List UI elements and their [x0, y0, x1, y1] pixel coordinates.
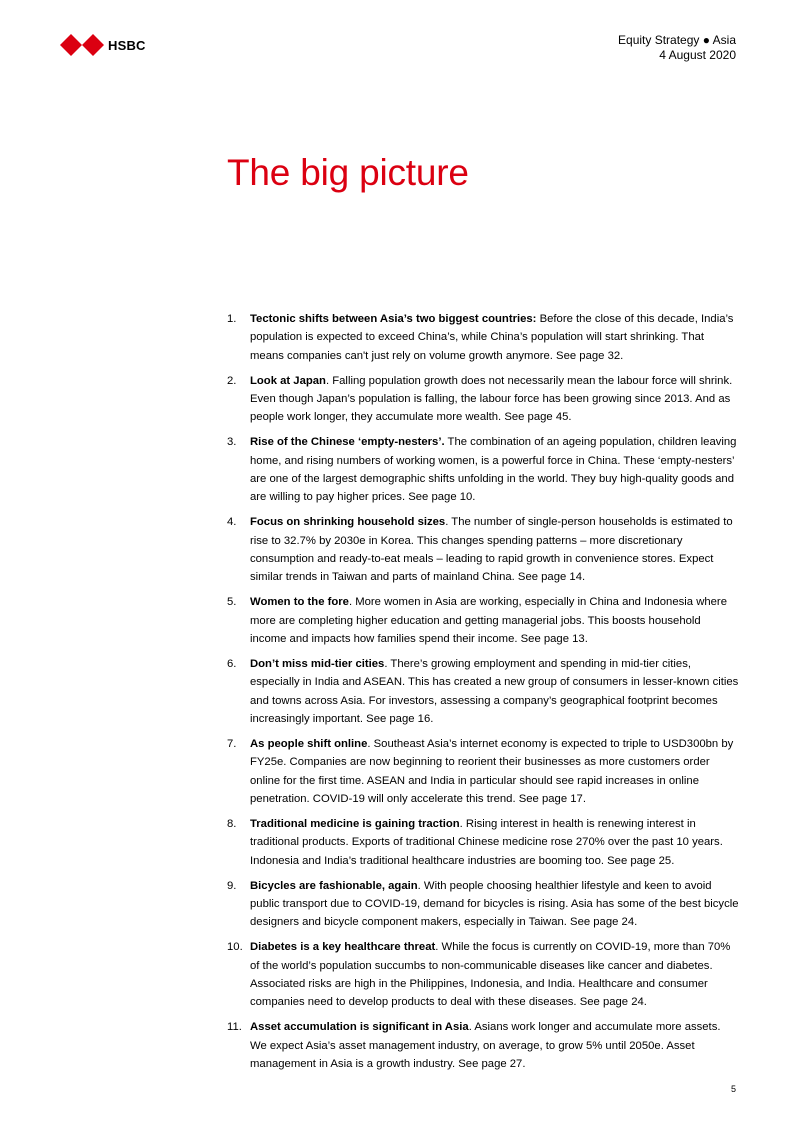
list-item — [227, 938, 739, 1011]
item-heading: Diabetes is a key healthcare threat — [250, 941, 436, 954]
item-body: . Rising interest in health is renewing interest in traditional products. Exports of traditional Chinese medicine rose 270% over the past 10 years. Indonesia and India’s traditional healthcare industries are booming too. See page 25. — [250, 818, 723, 867]
item-heading: Bicycles are fashionable, again — [250, 879, 418, 892]
hsbc-hexagon-icon — [60, 34, 104, 56]
item-body: . The number of single-person households is estimated to rise to 32.7% by 2030e in Korea. This changes spending patterns – more discretionary consumption and ready-to-eat meals – leading to rapid growth in convenience stores. Expect similar trends in Taiwan and parts of mainland China. See page 14. — [250, 516, 733, 584]
item-heading: Focus on shrinking household sizes — [250, 516, 446, 529]
list-item — [227, 1018, 739, 1073]
item-number: 10. — [227, 941, 243, 954]
item-number: 1. — [227, 313, 237, 325]
item-body: . More women in Asia are working, especially in China and Indonesia where more are completing higher education and getting managerial jobs. This boosts household income and impacts how families spend their income. See page 13. — [250, 596, 727, 645]
list-item — [227, 593, 739, 648]
list-item — [227, 310, 739, 365]
item-body: . Falling population growth does not necessarily mean the labour force will shrink. Even though Japan’s population is falling, the labour force has been growing since 2013. And as people work longer, they accumulate more wealth. See page 45. — [250, 374, 733, 424]
list-item — [227, 877, 739, 932]
hsbc-logo — [60, 34, 146, 56]
item-number: 3. — [227, 436, 237, 449]
item-heading: Don’t miss mid-tier cities — [250, 658, 385, 671]
page-number: 5 — [730, 1084, 736, 1094]
item-heading: As people shift online — [250, 738, 368, 751]
item-heading: Asset accumulation is significant in Asia — [250, 1021, 469, 1034]
item-heading: Rise of the Chinese ‘empty-nesters’. — [250, 436, 445, 449]
list-item — [227, 513, 739, 586]
list-item — [227, 372, 739, 427]
item-body: . With people choosing healthier lifestyle and keen to avoid public transport due to COVID-19, demand for bicycles is rising. Asia has some of the best bicycle designers and bicycle component makers, especially in Taiwan. See page 24. — [250, 879, 739, 929]
item-number: 5. — [227, 596, 237, 609]
item-number: 9. — [227, 879, 237, 892]
item-heading: Women to the fore — [250, 596, 349, 609]
item-body: . Asians work longer and accumulate more assets. We expect Asia’s asset management industry, on average, to grow 5% until 2050e. Asset management in Asia is a growth industry. See page 27. — [250, 1021, 721, 1070]
brand-name: HSBC — [108, 37, 146, 53]
item-number: 4. — [227, 516, 237, 529]
list-item — [227, 655, 739, 728]
list-item — [227, 433, 739, 506]
item-number: 2. — [227, 374, 237, 387]
report-line: Equity Strategy ● Asia — [618, 33, 736, 47]
report-date: 4 August 2020 — [659, 48, 736, 62]
list-item — [227, 735, 739, 808]
item-body: The combination of an ageing population, children leaving home, and rising numbers of working women, is a powerful force in China. These ‘empty-nesters’ are one of the largest demographic shifts unfolding in the world. They buy high-quality goods and are willing to pay higher prices. See page 10. — [250, 436, 737, 504]
item-number: 6. — [227, 658, 237, 671]
item-body: . Southeast Asia’s internet economy is expected to triple to USD300bn by FY25e. Companies are now beginning to reorient their businesses as more customers order online for the first time. ASEAN and India in particular should see rapid increases in online penetration. COVID-19 will only accelerate this trend. See page 17. — [250, 738, 734, 805]
item-number: 7. — [227, 738, 237, 751]
item-body: . There’s growing employment and spending in mid-tier cities, especially in India and ASEAN. This has created a new group of consumers in lesser-known cities and towns across Asia. For investors, assessing a company’s geographical footprint becomes increasingly important. See page 16. — [250, 658, 739, 725]
item-body: . While the focus is currently on COVID-19, more than 70% of the world’s population succumbs to non-communicable diseases like cancer and diabetes. Associated risks are high in the Philippines, Indonesia, and India. Healthcare and consumer companies need to develop products to deal with these diseases. See page 24. — [250, 941, 731, 1009]
item-heading: Tectonic shifts between Asia’s two biggest countries: — [250, 313, 537, 325]
item-heading: Traditional medicine is gaining traction — [250, 818, 460, 830]
item-body: Before the close of this decade, India’s population is expected to exceed China’s, while China’s population will start shrinking. That means companies can't just rely on volume growth anymore. See page 32. — [250, 313, 734, 362]
list-item — [227, 815, 739, 870]
page-title: The big picture — [227, 152, 469, 193]
item-number: 8. — [227, 818, 237, 830]
report-header — [618, 33, 736, 63]
item-heading: Look at Japan — [250, 374, 326, 387]
item-number: 11. — [227, 1021, 242, 1034]
key-points-list — [227, 310, 739, 1080]
